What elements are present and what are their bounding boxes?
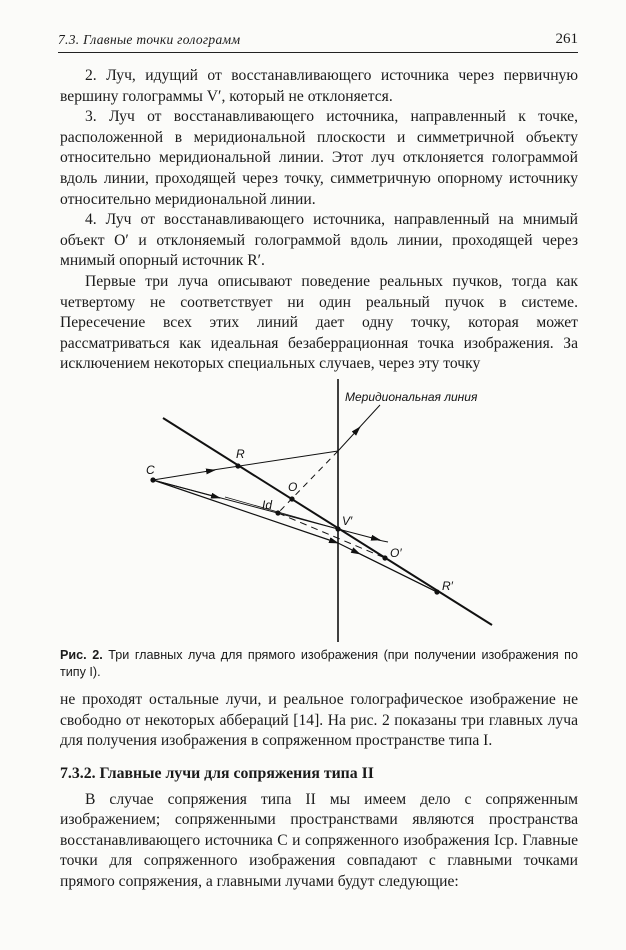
paragraph: 3. Луч от восстанавливающего источника, направленный к точке, расположенной в меридиональной плоскости и симметричной объекту относительно меридиональной линии. Этот луч отклоняется голограммой вдоль линии, проходящей через точку, симметричную опорному источнику относительно меридиональной линии. (60, 108, 578, 208)
label-o-prime: O′ (390, 545, 402, 560)
caption-text: Три главных луча для прямого изображения (при получении изображения по типу I). (60, 647, 579, 679)
figure-caption (60, 647, 578, 681)
meridian-label: Меридиональная линия (345, 389, 478, 404)
caption-prefix: Рис. 2. (60, 647, 103, 662)
ray-out (338, 427, 360, 451)
body-text-top (60, 66, 578, 375)
ray-v-out (338, 529, 380, 540)
paragraph: не проходят остальные лучи, и реальное голографическое изображение не свободно от некоторых аббераций [14]. На рис. 2 показаны три главных луча для получения изображения в сопряженном пространстве типа I. (60, 690, 578, 750)
label-id: Id (262, 497, 273, 512)
hologram-axis (163, 418, 492, 625)
paragraph: Первые три луча описывают поведение реальных пучков, тогда как четвертому не соответствует ни один реальный пучок в системе. Пересечение всех этих линий дает одну точку, которая может рассматриваться как идеальная безаберрационная точка изображения. За исключением некоторых специальных случаев, через эту точку (60, 272, 578, 373)
paragraph: В случае сопряжения типа II мы имеем дело с сопряженным изображением; сопряженными пространствами являются пространства восстанавливающего источника C и сопряженного изображения Icp. Главные точки для сопряженного изображения совпадают с главными точками прямого сопряжения, а главными лучами будут следующие: (60, 790, 578, 891)
label-r-prime: R′ (442, 578, 453, 593)
body-text-mid (60, 690, 578, 752)
running-title: 7.3. Главные точки голограмм (58, 32, 241, 47)
paragraph: 4. Луч от восстанавливающего источника, направленный на мнимый объект O′ и отклоняемый голограммой вдоль линии, проходящей через мнимый опорный источник R′. (60, 211, 578, 270)
ray-c-r (153, 470, 215, 480)
label-o: O (288, 479, 298, 494)
figure (0, 379, 626, 643)
page (58, 30, 578, 893)
section-heading: 7.3.2. Главные лучи для сопряжения типа II (60, 764, 374, 782)
label-v-prime: V′ (342, 513, 353, 528)
ray-c-r2-b (153, 480, 220, 498)
ray-out-2 (358, 405, 380, 429)
page-number: 261 (555, 31, 578, 47)
body-text-bottom (60, 790, 578, 893)
dashed-id-o2 (278, 513, 385, 558)
label-r: R (236, 446, 245, 461)
page-header (58, 30, 578, 53)
figure-diagram (0, 379, 626, 643)
ray-v-out-2 (378, 540, 388, 542)
label-c: C (146, 462, 155, 477)
dashed-virtual (278, 451, 338, 513)
paragraph: 2. Луч, идущий от восстанавливающего источника через первичную вершину голограммы V′, который не отклоняется. (60, 67, 578, 105)
